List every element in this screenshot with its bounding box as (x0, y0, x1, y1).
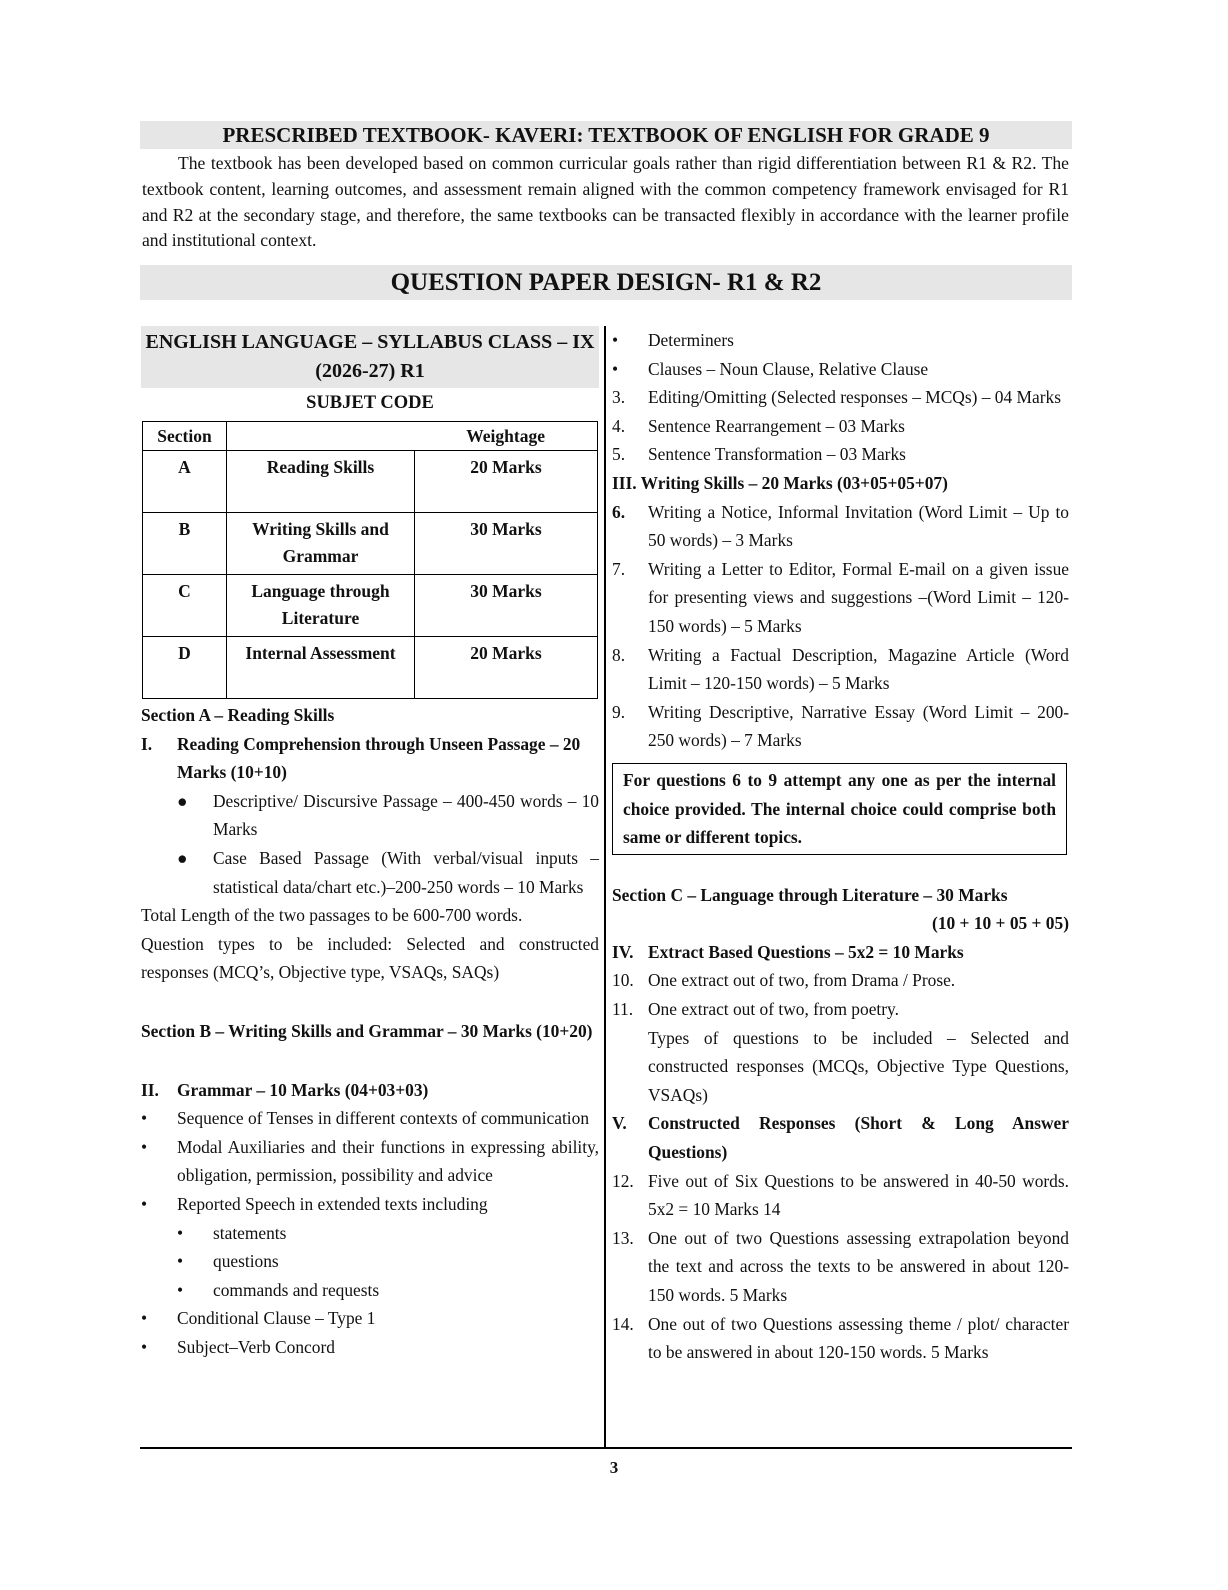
item-number: 8. (612, 644, 626, 665)
list-item (141, 844, 599, 901)
row-section: A (143, 451, 227, 513)
bullet-icon: • (612, 358, 619, 379)
table-header-row (143, 422, 598, 451)
header-weightage: Weightage (227, 422, 598, 451)
row-skill: Internal Assessment (227, 637, 415, 699)
table-row (143, 637, 598, 699)
item-text: One extract out of two, from Drama / Prose. (648, 970, 956, 991)
part-1-number: I. (141, 733, 153, 754)
header-section: Section (143, 422, 227, 451)
bullet-icon: • (141, 1308, 148, 1329)
weightage-table (142, 421, 598, 699)
list-item (141, 1304, 599, 1333)
item-number: 12. (612, 1170, 634, 1191)
item-text: Writing Descriptive, Narrative Essay (Word Limit – 200-250 words) – 7 Marks (648, 701, 1069, 751)
part-2-title: Grammar – 10 Marks (04+03+03) (177, 1079, 429, 1100)
page-number: 3 (609, 1458, 619, 1477)
bullet-text: Conditional Clause – Type 1 (177, 1308, 376, 1329)
part-1-title: Reading Comprehension through Unseen Passage – 20 Marks (10+10) (177, 733, 581, 783)
bullet-text: Determiners (648, 330, 734, 350)
list-item (612, 698, 1069, 755)
list-item (612, 355, 1069, 384)
item-number: 9. (612, 701, 626, 722)
bullet-icon: • (612, 330, 619, 350)
item-text: Writing a Notice, Informal Invitation (Word Limit – Up to 50 words) – 3 Marks (648, 501, 1069, 551)
item-text: Writing a Letter to Editor, Formal E-mail on a given issue for presenting views and suggestions –(Word Limit – 120-150 words) – 5 Marks (648, 558, 1069, 636)
list-item (141, 1333, 599, 1362)
section-b-title: Section B – Writing Skills and Grammar – 30 Marks (10+20) (141, 1020, 593, 1041)
internal-choice-note: For questions 6 to 9 attempt any one as per the internal choice provided. The internal choice could comprise both same or different topics. (612, 763, 1067, 855)
textbook-paragraph: The textbook has been developed based on common curricular goals rather than rigid differentiation between R1 & R2. The textbook content, learning outcomes, and assessment remain aligned with the common competency framework envisaged for R1 and R2 at the secondary stage, and therefore, the same textbooks can be transacted flexibly in accordance with the learner profile and institutional context. (142, 153, 1069, 251)
right-column (612, 326, 1069, 1367)
total-length-text: Total Length of the two passages to be 600-700 words. (141, 905, 523, 926)
table-row (143, 575, 598, 637)
section-a-title: Section A – Reading Skills (141, 705, 335, 725)
item-number: 14. (612, 1313, 634, 1334)
list-item (141, 1190, 599, 1219)
item-number: 7. (612, 558, 626, 579)
subject-code: SUBJET CODE (306, 393, 434, 413)
bullet-text: Clauses – Noun Clause, Relative Clause (648, 358, 929, 379)
item-text: One out of two Questions assessing extrapolation beyond the text and across the texts to be answered in about 120-150 words. 5 Marks (648, 1227, 1069, 1305)
bullet-icon: • (141, 1136, 148, 1157)
part-5-title: Constructed Responses (Short & Long Answer Questions) (648, 1113, 1069, 1163)
bullet-text: Modal Auxiliaries and their functions in expressing ability, obligation, permission, possibility and advice (177, 1136, 599, 1186)
list-item (612, 555, 1069, 641)
table-row (143, 451, 598, 513)
item-text: One extract out of two, from poetry. (648, 999, 899, 1020)
bullet-icon: • (141, 1108, 148, 1129)
row-marks: 30 Marks (415, 575, 598, 637)
list-item (612, 641, 1069, 698)
list-item (612, 412, 1069, 441)
bullet-icon: • (141, 1336, 148, 1357)
list-item (612, 326, 1069, 355)
bullet-text: Reported Speech in extended texts including (177, 1193, 488, 1214)
section-c-title: Section C – Language through Literature – 30 Marks (612, 884, 1008, 905)
syllabus-title: ENGLISH LANGUAGE – SYLLABUS CLASS – IX (2026-27) R1 (141, 326, 599, 388)
item-text: Writing a Factual Description, Magazine Article (Word Limit – 120-150 words) – 5 Marks (648, 644, 1069, 694)
list-item (612, 1310, 1069, 1367)
column-divider (604, 326, 606, 1448)
item-text: Sentence Transformation – 03 Marks (648, 444, 906, 465)
part-4-heading (612, 938, 1069, 967)
part-4-number: IV. (612, 941, 634, 962)
bottom-rule (140, 1447, 1072, 1449)
list-item (141, 1104, 599, 1133)
item-text: Editing/Omitting (Selected responses – MCQs) – 04 Marks (648, 387, 1061, 408)
item-text: One out of two Questions assessing theme / plot/ character to be answered in about 120-150 words. 5 Marks (648, 1313, 1069, 1363)
list-item (141, 1247, 599, 1276)
item-text: Sentence Rearrangement – 03 Marks (648, 415, 905, 436)
bullet-text: Sequence of Tenses in different contexts of communication (177, 1108, 590, 1129)
item-number: 13. (612, 1227, 634, 1248)
extract-question-types: Types of questions to be included – Selected and constructed responses (MCQs, Objective Type Questions, VSAQs) (648, 1027, 1069, 1105)
bullet-icon: ● (177, 790, 188, 811)
bullet-text: commands and requests (213, 1279, 380, 1300)
item-number: 6. (612, 501, 626, 522)
list-item (141, 787, 599, 844)
row-section: B (143, 513, 227, 575)
textbook-heading: PRESCRIBED TEXTBOOK- KAVERI: TEXTBOOK OF ENGLISH FOR GRADE 9 (140, 121, 1072, 149)
bullet-text: questions (213, 1251, 279, 1272)
list-item (141, 1133, 599, 1190)
part-2-number: II. (141, 1079, 159, 1100)
part-3-title: III. Writing Skills – 20 Marks (03+05+05+07) (612, 472, 948, 493)
list-item (612, 995, 1069, 1024)
row-marks: 20 Marks (415, 451, 598, 513)
bullet-text: Case Based Passage (With verbal/visual inputs – statistical data/chart etc.)–200-250 words – 10 Marks (213, 847, 599, 897)
row-marks: 20 Marks (415, 637, 598, 699)
question-types-text: Question types to be included: Selected and constructed responses (MCQ’s, Objective type, VSAQs, SAQs) (141, 933, 599, 983)
row-marks: 30 Marks (415, 513, 598, 575)
section-c-marks: (10 + 10 + 05 + 05) (932, 913, 1069, 934)
part-5-number: V. (612, 1113, 627, 1134)
left-column (141, 326, 599, 1361)
part-4-title: Extract Based Questions – 5x2 = 10 Marks (648, 941, 964, 962)
item-text: Five out of Six Questions to be answered in 40-50 words. 5x2 = 10 Marks 14 (648, 1170, 1069, 1220)
row-skill: Language through Literature (227, 575, 415, 637)
bullet-icon: • (177, 1279, 184, 1300)
bullet-text: Descriptive/ Discursive Passage – 400-450 words – 10 Marks (213, 790, 599, 840)
bullet-icon: • (177, 1222, 184, 1243)
bullet-icon: • (141, 1193, 148, 1214)
item-number: 11. (612, 999, 634, 1020)
bullet-text: statements (213, 1222, 287, 1243)
list-item (612, 383, 1069, 412)
bullet-text: Subject–Verb Concord (177, 1336, 335, 1357)
table-row (143, 513, 598, 575)
bullet-icon: ● (177, 847, 188, 868)
question-paper-design-heading: QUESTION PAPER DESIGN- R1 & R2 (140, 265, 1072, 300)
list-item (612, 1167, 1069, 1224)
row-skill: Writing Skills and Grammar (227, 513, 415, 575)
list-item (141, 1276, 599, 1305)
list-item (612, 966, 1069, 995)
item-number: 10. (612, 970, 634, 991)
part-1-heading (141, 730, 599, 787)
item-number: 3. (612, 387, 626, 408)
bullet-icon: • (177, 1251, 184, 1272)
part-5-heading (612, 1109, 1069, 1166)
item-number: 4. (612, 415, 626, 436)
list-item (612, 1224, 1069, 1310)
row-section: C (143, 575, 227, 637)
list-item (612, 498, 1069, 555)
row-skill: Reading Skills (227, 451, 415, 513)
part-2-heading (141, 1076, 599, 1105)
item-number: 5. (612, 444, 626, 465)
list-item (141, 1219, 599, 1248)
list-item (612, 440, 1069, 469)
row-section: D (143, 637, 227, 699)
